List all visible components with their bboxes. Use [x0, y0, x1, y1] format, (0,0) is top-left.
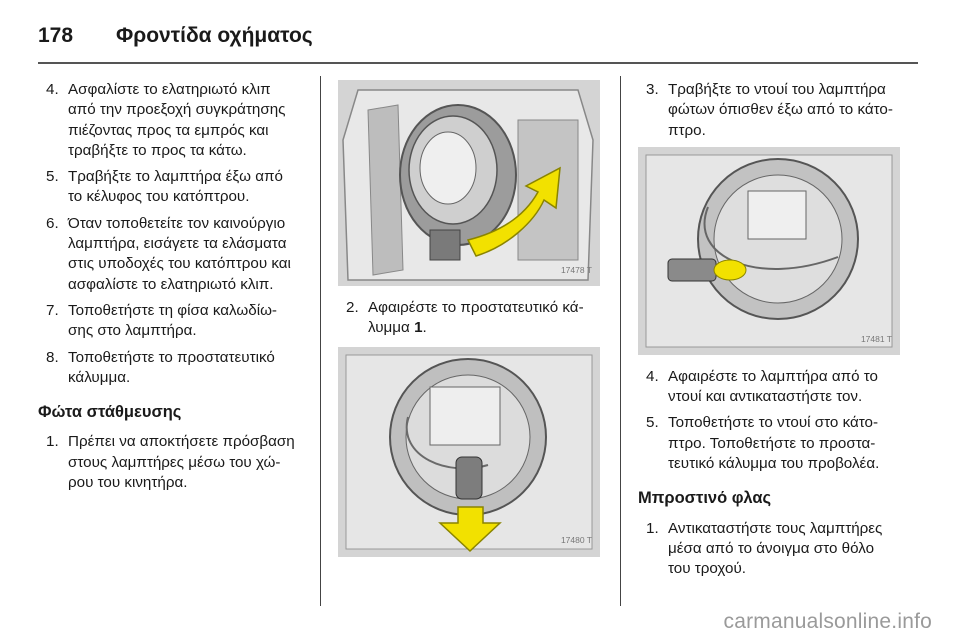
section-heading-front-indicator: Μπροστινό φλας: [638, 489, 772, 508]
watermark-text: carmanualsonline.info: [723, 610, 932, 633]
step-5: 5. Τραβήξτε το λαμπτήρα έξω από το κέλυφος του κατόπτρου.: [46, 168, 283, 206]
figure-bulb-cover-removal: [338, 347, 600, 557]
step-6: 6. Όταν τοποθετείτε τον καινούργιο λαμπτήρα, εισάγετε τα ελάσματα στις υποδοχές του κατόπτρου και ασφαλίστε το ελατηριωτό κλιπ.: [46, 214, 291, 293]
figure-reversing-lamp-socket: [638, 147, 900, 355]
figure-number: 17480 T: [560, 535, 592, 546]
left-column: [38, 80, 300, 499]
column-divider-right: [620, 76, 621, 606]
middle-column: [338, 80, 600, 557]
bulb-cover-illustration: [338, 347, 600, 557]
reversing-lamp-illustration: [638, 147, 900, 355]
step-4: 4. Ασφαλίστε το ελατηριωτό κλιπ από την προεξοχή συγκράτησης πιέζοντας προς τα εμπρός και τραβήξτε το προς τα κάτω.: [46, 81, 286, 159]
page-title: Φροντίδα οχήματος: [116, 24, 313, 47]
figure-headlamp-clip: [338, 80, 600, 286]
page-number: 178: [38, 24, 74, 47]
bulb-step-4: 4. Αφαιρέστε το λαμπτήρα από το ντουί και αντικαταστήστε τον.: [646, 367, 878, 406]
bulb-step-5: 5. Τοποθετήστε το ντουί στο κάτο-πτρο. Τοποθετήστε το προστα-τευτικό κάλυμμα του προβολέα.: [646, 414, 880, 473]
cover-step-2: 2. Αφαιρέστε το προστατευτικό κά-λυμμα 1.: [346, 299, 584, 337]
header-rule: [38, 62, 918, 64]
page-header: [38, 16, 918, 56]
right-column: [638, 80, 900, 586]
headlamp-clip-illustration: [338, 80, 600, 286]
indicator-step-1: 1. Αντικαταστήστε τους λαμπτήρες μέσα από το άνοιγμα στο θόλο του τροχού.: [646, 519, 883, 578]
step-8: 8. Τοποθετήστε το προστατευτικό κάλυμμα.: [46, 348, 275, 386]
figure-number: 17478 T: [560, 264, 592, 275]
step-7: 7. Τοποθετήστε τη φίσα καλωδίω-σης στο λαμπτήρα.: [46, 301, 277, 340]
section-heading-parking-lights: Φώτα στάθμευσης: [38, 403, 182, 422]
step-3: 3. Τραβήξτε το ντουί του λαμπτήρα φώτων όπισθεν έξω από το κάτο-πτρο.: [646, 81, 893, 139]
figure-number: 17481 T: [860, 333, 892, 344]
parking-step-1: 1. Πρέπει να αποκτήσετε πρόσβαση στους λαμπτήρες μέσω του χώ-ρου του κινητήρα.: [46, 433, 295, 492]
column-divider-left: [320, 76, 321, 606]
